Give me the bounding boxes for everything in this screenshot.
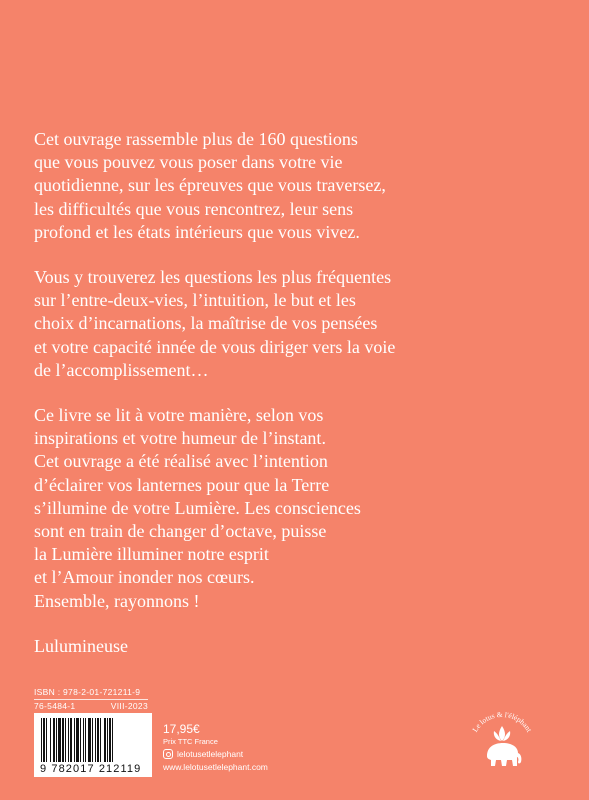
text-line: la Lumière illuminer notre esprit [34,544,269,565]
text-line: choix d’incarnations, la maîtrise de vos pensées [34,313,378,334]
price: 17,95€ [163,722,200,736]
lotus-icon [494,726,510,741]
barcode-bar [68,718,69,762]
reference-line [34,700,148,714]
instagram-text: lelotusetlelephant [177,749,244,759]
text-line: profond et les états intérieurs que vous vivez. [34,221,360,242]
barcode-bar [74,718,75,762]
paragraph-2 [34,266,564,382]
text-line: quotidienne, sur les épreuves que vous traversez, [34,175,386,196]
edition-date: VIII-2023 [110,701,148,711]
barcode-bar [56,718,57,762]
paragraph-1 [34,128,564,244]
barcode-bar [100,718,101,762]
text-line: Cet ouvrage rassemble plus de 160 questions [34,129,358,149]
back-cover-text [34,128,564,658]
paragraph-3 [34,404,564,613]
publisher-logo [461,704,543,786]
barcode-bar [53,718,55,762]
text-line: Cet ouvrage a été réalisé avec l’intention [34,451,328,472]
text-line: Ce livre se lit à votre manière, selon vos [34,405,324,426]
text-line: les difficultés que vous rencontrez, leur sens [34,198,354,219]
logo-lettering: Le lotus & l'éléphant [470,709,534,734]
barcode-bar [43,718,45,762]
text-line: s’illumine de votre Lumière. Les consciences [34,497,361,518]
barcode-bar [76,718,79,762]
barcode-bars [40,718,146,762]
text-line: Ensemble, rayonnons ! [34,590,200,611]
barcode-digits: 9 782017 212119 [40,763,142,775]
website-url: www.lelotusetlelephant.com [163,762,268,772]
text-line: inspirations et votre humeur de l’instant. [34,428,326,449]
price-note: Prix TTC France [163,737,218,746]
author-signature: Lulumineuse [34,635,128,656]
text-line: Vous y trouverez les questions les plus fréquentes [34,267,392,288]
barcode-bar [88,718,91,762]
barcode-bar [70,718,72,762]
text-line: et votre capacité innée de vous diriger vers la voie [34,336,396,357]
text-line: sur l’entre-deux-vies, l’intuition, le but et les [34,290,356,311]
barcode-bar [46,718,47,762]
barcode-bar [92,718,93,762]
barcode-bar [107,718,108,762]
text-line: et l’Amour inonder nos cœurs. [34,567,255,588]
instagram-handle [163,749,243,759]
barcode-bar [41,718,42,762]
text-line: d’éclairer vos lanternes pour que la Terre [34,474,330,495]
reference-code: 76-5484-1 [34,701,76,711]
barcode-bar [112,718,113,762]
barcode-bar [109,718,111,762]
text-line: sont en train de changer d’octave, puisse [34,521,327,542]
instagram-icon [163,749,173,759]
barcode-bar [83,718,84,762]
barcode-bar [97,718,99,762]
elephant-icon [487,743,521,766]
text-line: que vous pouvez vous poser dans votre vie [34,152,343,173]
barcode [34,713,152,777]
barcode-bar [95,718,96,762]
barcode-bar [62,718,64,762]
barcode-bar [104,718,106,762]
barcode-bar [85,718,86,762]
barcode-bar [58,718,61,762]
barcode-bar [50,718,51,762]
barcode-bar [80,718,81,762]
barcode-bar [65,718,66,762]
isbn-number: ISBN : 978-2-01-721211-9 [34,686,148,700]
isbn-block [34,686,148,714]
text-line: de l’accomplissement… [34,359,209,380]
